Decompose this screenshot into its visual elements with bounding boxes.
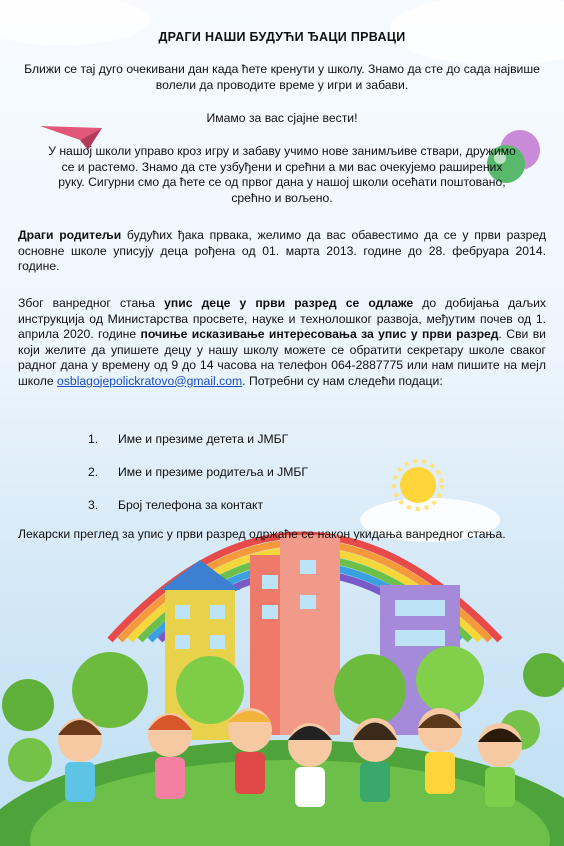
parents-text: будућих ђака првака, желимо да вас обавестимо да се у први разред основне школе уписују деца рођена од 01. марта 2013. године до 28. фебруара 2014. године. xyxy=(18,228,546,273)
list-item xyxy=(88,432,308,465)
notice-text-3: . Сви ви који желите да упишете децу у нашу школу можете се обратити секретару школе сваког радног дана у времену од 9 до 14 часова на телефон 064-2887775 или нам пишите на мејл школе xyxy=(18,327,546,388)
sun-icon xyxy=(394,461,442,509)
intro-paragraph-3: У нашој школи управо кроз игру и забаву учимо нове занимљиве ствари, дружимо се и растемо. Знамо да сте узбуђени и срећни а ми вас очекујемо раширених руку. Сигурни смо да ћете се од првог дана у нашој школи осећати поштовано, срећно и вољено. xyxy=(48,144,516,205)
list-number: 2. xyxy=(88,465,99,479)
page-title: ДРАГИ НАШИ БУДУЋИ ЂАЦИ ПРВАЦИ xyxy=(158,30,406,44)
notice-text-4: . Потребни су нам следећи подаци: xyxy=(242,373,443,388)
notice-bold-1: упис деце у први разред се одлаже xyxy=(164,296,414,310)
requirements-list xyxy=(88,432,308,531)
list-number: 1. xyxy=(88,432,99,446)
notice-text-1: Због ванредног стања xyxy=(18,296,165,310)
list-label: Име и презиме детета и ЈМБГ xyxy=(118,432,289,446)
footer-paragraph: Лекарски преглед за упис у први разред одржаће се након укидања ванредног стања. xyxy=(18,527,506,541)
list-number: 3. xyxy=(88,498,99,512)
list-item xyxy=(88,465,308,498)
intro-paragraph-1: Ближи се тај дуго очекивани дан када ћете кренути у школу. Знамо да сте до сада највише волели да проводите време у игри и забави. xyxy=(24,62,540,92)
parents-heading: Драги родитељи xyxy=(18,228,122,242)
list-label: Број телефона за контакт xyxy=(118,498,264,512)
intro-paragraph-2: Имамо за вас сјајне вести! xyxy=(206,111,358,125)
notice-paragraph xyxy=(18,296,546,389)
notice-bold-2: почиње исказивање интересовања за упис у први разред xyxy=(140,327,499,341)
notice-text-2: до добијања даљих инструкција од Министарства просвете, науке и технолошког развоја, међутим почев од 1. априла 2020. године xyxy=(18,296,547,341)
list-label: Име и презиме родитеља и ЈМБГ xyxy=(118,465,309,479)
email-link[interactable]: osblagojepolickratovo@gmail.com xyxy=(57,373,243,388)
parents-paragraph xyxy=(18,228,546,275)
